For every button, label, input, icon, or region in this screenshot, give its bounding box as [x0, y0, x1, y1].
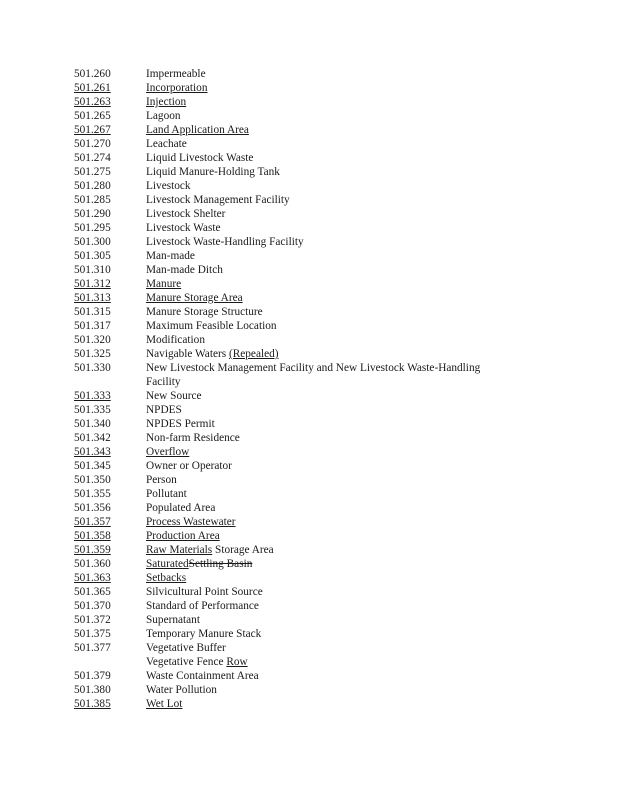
definition-entry	[74, 67, 544, 81]
defined-term	[146, 613, 544, 627]
term-text: Person	[146, 474, 177, 486]
section-number: 501.265	[74, 110, 111, 122]
section-number: 501.365	[74, 586, 111, 598]
term-text: Maximum Feasible Location	[146, 320, 277, 332]
defined-term	[146, 529, 544, 543]
section-number: 501.370	[74, 600, 111, 612]
defined-term	[146, 641, 544, 655]
defined-term	[146, 165, 544, 179]
section-number: 501.310	[74, 264, 111, 276]
definition-entry	[74, 249, 544, 263]
defined-term	[146, 361, 544, 375]
defined-term	[146, 81, 544, 95]
defined-term	[146, 333, 544, 347]
section-number: 501.359	[74, 544, 111, 556]
definition-entry	[74, 655, 544, 669]
section-number: 501.340	[74, 418, 111, 430]
term-text: Manure	[146, 278, 182, 290]
definition-entry	[74, 179, 544, 193]
defined-term	[146, 319, 544, 333]
defined-term	[146, 557, 544, 571]
defined-term	[146, 151, 544, 165]
definition-entry	[74, 403, 544, 417]
section-number: 501.263	[74, 96, 111, 108]
term-text: Lagoon	[146, 110, 181, 122]
definition-entry	[74, 417, 544, 431]
section-number: 501.330	[74, 362, 111, 374]
definition-entry	[74, 263, 544, 277]
term-text: NPDES Permit	[146, 418, 215, 430]
definition-entry	[74, 333, 544, 347]
definition-entry	[74, 305, 544, 319]
term-text: Impermeable	[146, 68, 206, 80]
defined-term	[146, 109, 544, 123]
definition-entry	[74, 445, 544, 459]
section-number: 501.290	[74, 208, 111, 220]
term-text: Setbacks	[146, 572, 187, 584]
section-number: 501.305	[74, 250, 111, 262]
definition-entry	[74, 571, 544, 585]
term-text: Livestock Waste	[146, 222, 221, 234]
section-number: 501.343	[74, 446, 111, 458]
term-text: Navigable Waters	[146, 348, 227, 360]
defined-term	[146, 193, 544, 207]
section-number: 501.350	[74, 474, 111, 486]
definition-entry	[74, 697, 544, 711]
term-text: Overflow	[146, 446, 190, 458]
section-number: 501.372	[74, 614, 111, 626]
definition-entry	[74, 543, 544, 557]
definition-entry	[74, 151, 544, 165]
term-text: Facility	[146, 376, 181, 388]
term-text: Vegetative Fence	[146, 656, 224, 668]
defined-term	[146, 347, 544, 361]
definition-entry	[74, 599, 544, 613]
defined-term	[146, 263, 544, 277]
definition-entry	[74, 361, 544, 375]
section-number: 501.260	[74, 68, 111, 80]
defined-term	[146, 179, 544, 193]
struck-text: Settling Basin	[188, 558, 253, 570]
term-text: Leachate	[146, 138, 187, 150]
term-suffix: Row	[226, 656, 248, 668]
term-text: Manure Storage Structure	[146, 306, 263, 318]
definition-entry	[74, 221, 544, 235]
section-number: 501.275	[74, 166, 111, 178]
section-number: 501.380	[74, 684, 111, 696]
definition-entry	[74, 515, 544, 529]
definition-entry	[74, 207, 544, 221]
term-text: Process Wastewater	[146, 516, 236, 528]
section-number: 501.317	[74, 320, 111, 332]
term-text: Livestock Shelter	[146, 208, 226, 220]
definition-entry	[74, 529, 544, 543]
defined-term	[146, 473, 544, 487]
definition-entry	[74, 627, 544, 641]
defined-term	[146, 585, 544, 599]
defined-term	[146, 683, 544, 697]
definition-entry	[74, 81, 544, 95]
definition-entry	[74, 557, 544, 571]
term-suffix: (Repealed)	[228, 348, 279, 360]
section-number: 501.379	[74, 670, 111, 682]
term-text: Pollutant	[146, 488, 187, 500]
defined-term	[146, 697, 544, 711]
definition-entry	[74, 459, 544, 473]
term-text: Owner or Operator	[146, 460, 232, 472]
term-text: Non-farm Residence	[146, 432, 240, 444]
term-text: New Livestock Management Facility and New Livestock Waste-Handling	[146, 362, 481, 374]
defined-term	[146, 627, 544, 641]
definition-entry	[74, 473, 544, 487]
section-number: 501.356	[74, 502, 111, 514]
section-number: 501.358	[74, 530, 111, 542]
definition-entry	[74, 95, 544, 109]
definition-entry	[74, 375, 544, 389]
section-number: 501.270	[74, 138, 111, 150]
term-text: Land Application Area	[146, 124, 249, 136]
section-number: 501.300	[74, 236, 111, 248]
section-number: 501.280	[74, 180, 111, 192]
defined-term	[146, 207, 544, 221]
term-text: Production Area	[146, 530, 220, 542]
section-number: 501.267	[74, 124, 111, 136]
definition-entry	[74, 319, 544, 333]
defined-term	[146, 459, 544, 473]
section-number: 501.325	[74, 348, 111, 360]
term-text: NPDES	[146, 404, 182, 416]
term-text: Standard of Performance	[146, 600, 259, 612]
defined-term	[146, 543, 544, 557]
defined-term	[146, 403, 544, 417]
term-text: Saturated	[146, 558, 189, 570]
term-text: Liquid Livestock Waste	[146, 152, 254, 164]
defined-term	[146, 431, 544, 445]
definition-entry	[74, 501, 544, 515]
section-number: 501.333	[74, 390, 111, 402]
definition-entry	[74, 109, 544, 123]
definition-entry	[74, 277, 544, 291]
defined-term	[146, 137, 544, 151]
definition-entry	[74, 165, 544, 179]
defined-term	[146, 515, 544, 529]
term-text: Livestock Management Facility	[146, 194, 290, 206]
term-text: Modification	[146, 334, 205, 346]
section-number: 501.360	[74, 558, 111, 570]
term-text: Water Pollution	[146, 684, 217, 696]
term-text: New Source	[146, 390, 202, 402]
term-text: Man-made	[146, 250, 195, 262]
term-text: Temporary Manure Stack	[146, 628, 262, 640]
section-number: 501.375	[74, 628, 111, 640]
definition-entry	[74, 641, 544, 655]
term-text: Livestock	[146, 180, 191, 192]
defined-term	[146, 305, 544, 319]
section-number: 501.345	[74, 460, 111, 472]
defined-term	[146, 291, 544, 305]
section-number: 501.320	[74, 334, 111, 346]
defined-term	[146, 235, 544, 249]
defined-term	[146, 501, 544, 515]
section-number: 501.295	[74, 222, 111, 234]
defined-term	[146, 389, 544, 403]
definition-entry	[74, 235, 544, 249]
section-number: 501.385	[74, 698, 111, 710]
term-text: Incorporation	[146, 82, 208, 94]
defined-term	[146, 571, 544, 585]
definition-entry	[74, 291, 544, 305]
defined-term	[146, 249, 544, 263]
definition-entry	[74, 389, 544, 403]
definition-entry	[74, 123, 544, 137]
definition-entry	[74, 683, 544, 697]
definition-entry	[74, 585, 544, 599]
section-number: 501.285	[74, 194, 111, 206]
defined-term	[146, 655, 544, 669]
defined-term	[146, 221, 544, 235]
section-number: 501.312	[74, 278, 111, 290]
section-number: 501.313	[74, 292, 111, 304]
term-text: Wet Lot	[146, 698, 183, 710]
term-text: Injection	[146, 96, 187, 108]
definition-entry	[74, 193, 544, 207]
definitions-list	[74, 67, 544, 711]
term-text: Populated Area	[146, 502, 216, 514]
defined-term	[146, 487, 544, 501]
defined-term	[146, 277, 544, 291]
defined-term	[146, 599, 544, 613]
section-number: 501.261	[74, 82, 111, 94]
defined-term	[146, 669, 544, 683]
term-text: Vegetative Buffer	[146, 642, 226, 654]
term-text: Waste Containment Area	[146, 670, 259, 682]
definition-entry	[74, 347, 544, 361]
section-number: 501.357	[74, 516, 111, 528]
defined-term	[146, 123, 544, 137]
section-number: 501.315	[74, 306, 111, 318]
defined-term	[146, 445, 544, 459]
section-number: 501.377	[74, 642, 111, 654]
definition-entry	[74, 137, 544, 151]
defined-term	[146, 67, 544, 81]
definition-entry	[74, 431, 544, 445]
term-text: Livestock Waste-Handling Facility	[146, 236, 304, 248]
term-text: Raw Materials	[146, 544, 213, 556]
term-text: Manure Storage Area	[146, 292, 243, 304]
section-number: 501.342	[74, 432, 111, 444]
section-number: 501.355	[74, 488, 111, 500]
section-number: 501.363	[74, 572, 111, 584]
definition-entry	[74, 669, 544, 683]
term-text: Silvicultural Point Source	[146, 586, 263, 598]
definition-entry	[74, 613, 544, 627]
defined-term	[146, 375, 544, 389]
section-number: 501.274	[74, 152, 111, 164]
term-text: Man-made Ditch	[146, 264, 223, 276]
term-text: Liquid Manure-Holding Tank	[146, 166, 280, 178]
defined-term	[146, 95, 544, 109]
defined-term	[146, 417, 544, 431]
section-number: 501.335	[74, 404, 111, 416]
term-suffix: Storage Area	[215, 544, 274, 556]
term-text: Supernatant	[146, 614, 200, 626]
definition-entry	[74, 487, 544, 501]
